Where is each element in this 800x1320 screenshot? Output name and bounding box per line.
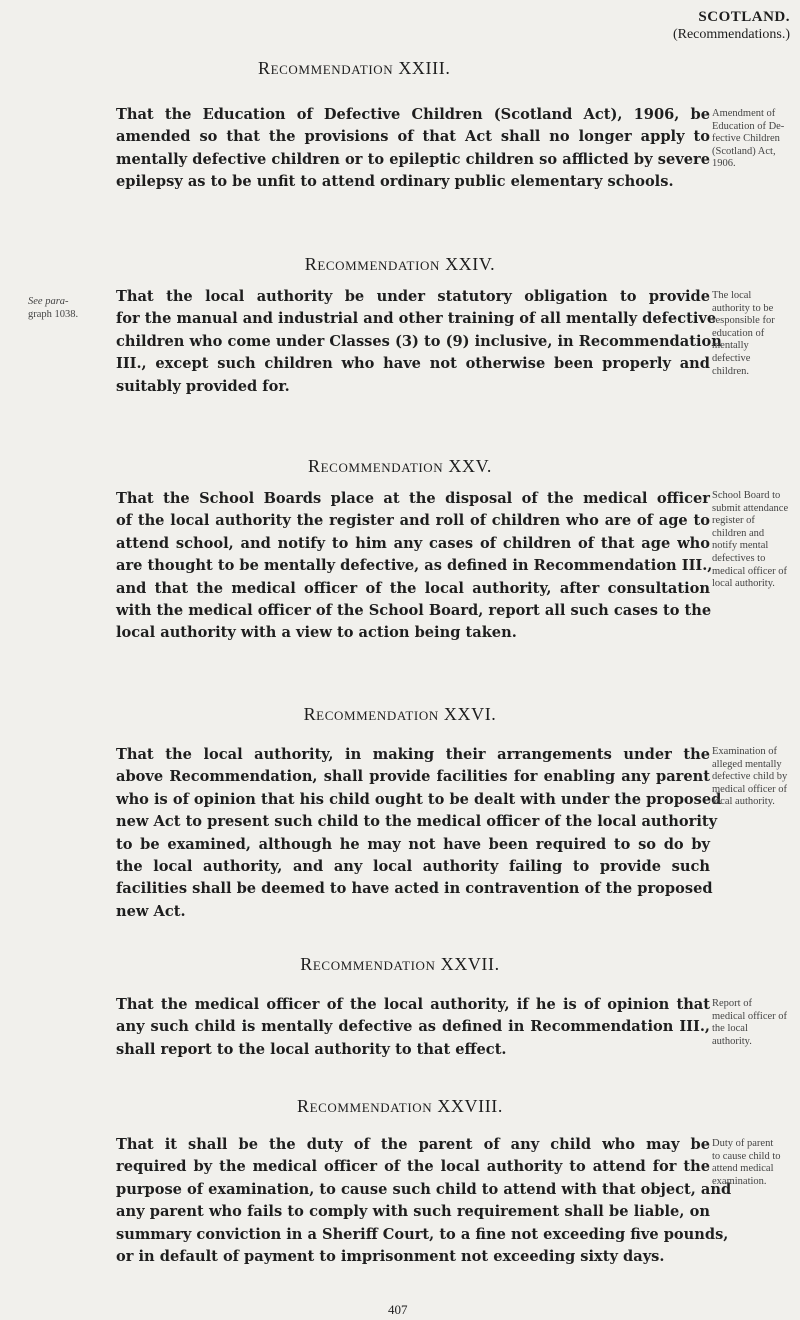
body-line: children who come under Classes (3) to (9) inclusive, in Recommendation bbox=[116, 332, 722, 350]
margin-line: 1906. bbox=[712, 158, 736, 170]
recommendation-heading: Recommendation XXIII. bbox=[258, 58, 451, 78]
running-header bbox=[673, 8, 790, 44]
margin-line: education of bbox=[712, 327, 765, 339]
margin-line: See para- bbox=[28, 296, 69, 307]
margin-note bbox=[712, 108, 800, 171]
body-line: new Act to present such child to the medical officer of the local authority bbox=[116, 813, 718, 831]
recommendation-body bbox=[116, 994, 710, 1061]
body-line: the local authority, and any local authority failing to provide such bbox=[116, 858, 710, 876]
body-line: That the medical officer of the local authority, if he is of opinion that bbox=[116, 996, 710, 1013]
margin-line: medical officer of bbox=[712, 1010, 788, 1022]
margin-line: alleged mentally bbox=[712, 758, 782, 770]
body-line: epilepsy as to be unfit to attend ordinary public elementary schools. bbox=[116, 173, 674, 191]
body-line: of the local authority the register and roll of children who are of age to bbox=[116, 512, 710, 530]
body-line: purpose of examination, to cause such child to attend with that object, and bbox=[116, 1180, 732, 1198]
recommendation-heading: Recommendation XXVIII. bbox=[296, 1096, 503, 1116]
margin-line: Amendment of bbox=[712, 108, 776, 119]
margin-line: medical officer of bbox=[712, 565, 788, 577]
margin-line: responsible for bbox=[712, 315, 775, 327]
body-line: any parent who fails to comply with such requirement shall be liable, on bbox=[116, 1203, 710, 1221]
margin-line: children. bbox=[712, 365, 750, 377]
body-line: are thought to be mentally defective, as defined in Recommendation III., bbox=[116, 557, 713, 575]
margin-line: to cause child to bbox=[712, 1150, 781, 1162]
body-line: summary conviction in a Sheriff Court, to a fine not exceeding five pounds, bbox=[116, 1225, 729, 1243]
body-line: required by the medical officer of the local authority to attend for the bbox=[116, 1158, 710, 1176]
margin-line: the local bbox=[712, 1023, 748, 1035]
margin-line: mentally bbox=[712, 340, 749, 352]
margin-line: defectives to bbox=[712, 552, 766, 564]
margin-line: notify mental bbox=[712, 540, 769, 552]
body-line: who is of opinion that his child ought to be dealt with under the proposed bbox=[116, 790, 722, 808]
body-line: any such child is mentally defective as defined in Recommendation III., bbox=[116, 1018, 710, 1036]
body-line: That the local authority be under statutory obligation to provide bbox=[116, 288, 710, 305]
body-line: with the medical officer of the School Board, report all such cases to the bbox=[116, 602, 712, 620]
margin-note bbox=[712, 1138, 800, 1188]
body-line: or in default of payment to imprisonment not exceeding sixty days. bbox=[116, 1248, 665, 1266]
margin-line: examination. bbox=[712, 1175, 767, 1187]
body-line: shall report to the local authority to that effect. bbox=[116, 1040, 507, 1058]
body-line: new Act. bbox=[116, 902, 186, 920]
recommendation-body bbox=[116, 286, 722, 398]
margin-note bbox=[712, 490, 800, 591]
recommendation-body bbox=[116, 1134, 732, 1268]
page-number: 407 bbox=[388, 1302, 408, 1317]
margin-note bbox=[712, 998, 800, 1048]
body-line: That the local authority, in making their arrangements under the bbox=[116, 746, 710, 763]
recommendation-body bbox=[116, 488, 713, 645]
recommendation-heading: Recommendation XXV. bbox=[308, 456, 492, 476]
margin-line: authority to be bbox=[712, 302, 774, 314]
margin-line: medical officer of bbox=[712, 783, 788, 795]
margin-line: local authority. bbox=[712, 578, 775, 590]
margin-line: local authority. bbox=[712, 796, 775, 808]
body-line: to be examined, although he may not have been required to so do by bbox=[116, 835, 710, 853]
margin-line: defective bbox=[712, 352, 751, 364]
margin-line: defective child by bbox=[712, 771, 788, 783]
recommendation-heading: Recommendation XXVII. bbox=[300, 954, 500, 974]
margin-line: register of bbox=[712, 515, 755, 527]
header-country: SCOTLAND. bbox=[698, 9, 790, 25]
body-line: suitably provided for. bbox=[116, 377, 290, 395]
recommendation-body bbox=[116, 744, 722, 923]
left-margin-note bbox=[28, 296, 88, 321]
recommendation-heading: Recommendation XXVI. bbox=[303, 704, 497, 724]
body-line: That the Education of Defective Children (Scotland Act), 1906, be bbox=[116, 106, 710, 123]
body-line: attend school, and notify to him any cases of children of that age who bbox=[116, 534, 710, 552]
body-line: local authority with a view to action being taken. bbox=[116, 624, 517, 642]
margin-line: graph 1038. bbox=[28, 308, 79, 320]
margin-line: Examination of bbox=[712, 746, 778, 757]
margin-line: Education of De- bbox=[712, 120, 785, 132]
margin-line: authority. bbox=[712, 1035, 752, 1047]
body-line: amended so that the provisions of that Act shall no longer apply to bbox=[116, 128, 710, 146]
margin-line: Report of bbox=[712, 998, 752, 1009]
body-line: facilities shall be deemed to have acted in contravention of the proposed bbox=[116, 880, 713, 898]
body-line: for the manual and industrial and other training of all mentally defective bbox=[116, 310, 717, 328]
margin-line: fective Children bbox=[712, 133, 780, 145]
body-line: above Recommendation, shall provide facilities for enabling any parent bbox=[116, 768, 710, 786]
body-line: III., except such children who have not otherwise been properly and bbox=[116, 355, 710, 373]
recommendation-body bbox=[116, 104, 710, 194]
margin-line: attend medical bbox=[712, 1163, 774, 1175]
recommendation-heading: Recommendation XXIV. bbox=[304, 254, 496, 274]
margin-note bbox=[712, 290, 800, 378]
body-line: That it shall be the duty of the parent of any child who may be bbox=[116, 1136, 710, 1153]
margin-line: School Board to bbox=[712, 490, 781, 501]
margin-line: children and bbox=[712, 527, 765, 539]
body-line: mentally defective children or to epileptic children so afflicted by severe bbox=[116, 150, 710, 168]
margin-note bbox=[712, 746, 800, 809]
body-line: That the School Boards place at the disposal of the medical officer bbox=[116, 490, 710, 507]
body-line: and that the medical officer of the local authority, after consultation bbox=[116, 579, 710, 597]
header-section: (Recommendations.) bbox=[672, 27, 790, 42]
margin-line: The local bbox=[712, 290, 752, 301]
margin-line: Duty of parent bbox=[712, 1138, 774, 1149]
margin-line: submit attendance bbox=[712, 502, 789, 514]
margin-line: (Scotland) Act, bbox=[712, 145, 776, 157]
